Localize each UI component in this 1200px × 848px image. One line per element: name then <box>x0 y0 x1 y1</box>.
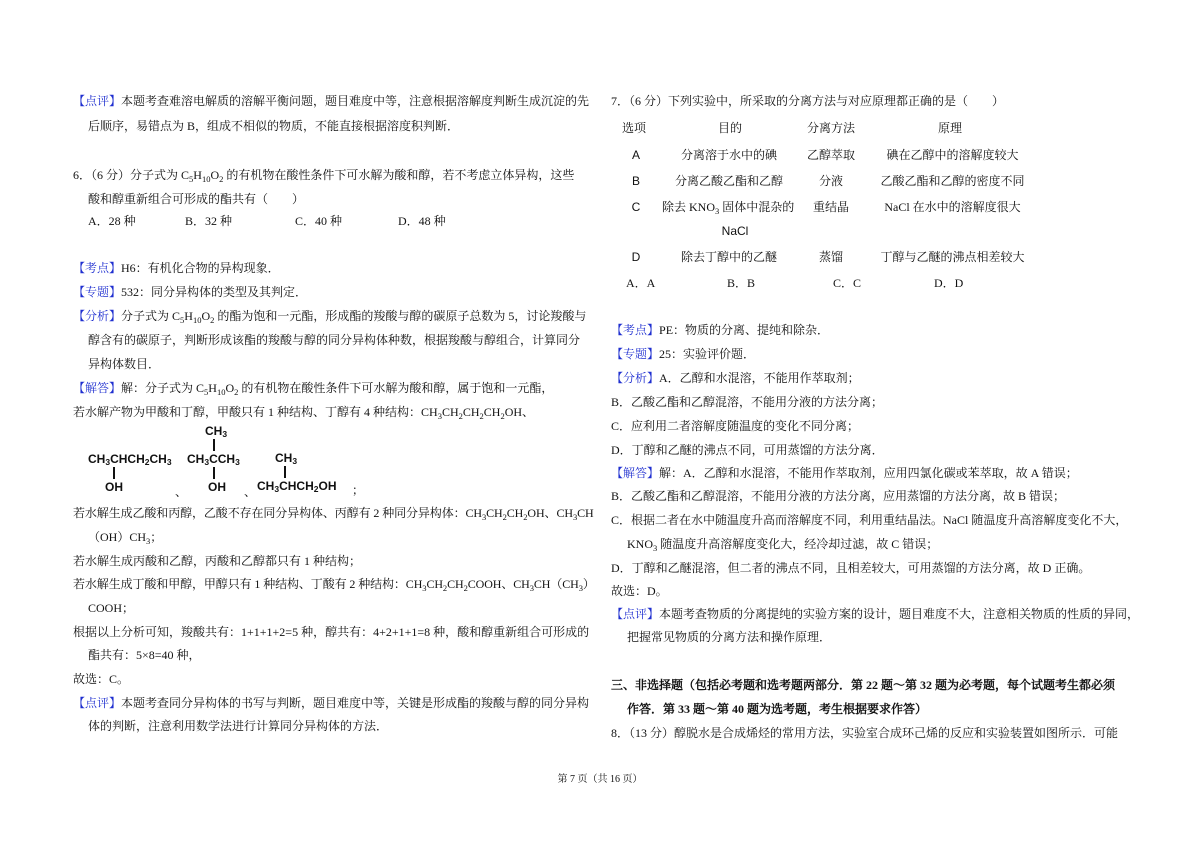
structure-2-top: $CH_3$ <box>205 424 228 439</box>
table-cell-principle: 丁醇与乙醚的沸点相差较大 <box>880 250 1025 264</box>
kaodian-text: H6：有机化合物的异构现象． <box>121 261 280 275</box>
fenxi-text: 异构体数目． <box>88 357 161 371</box>
subscript: 2 <box>234 387 239 397</box>
zhuanti-text: 532：同分异构体的类型及其判定． <box>121 285 308 299</box>
fenxi-text: C．应利用二者溶解度随温度的变化不同分离； <box>611 419 860 433</box>
subscript: 2 <box>144 457 150 467</box>
subscript: 3 <box>578 583 583 593</box>
option-d: D．D <box>934 276 964 290</box>
subscript: 3 <box>204 457 210 467</box>
option-a: A．28 种 <box>88 214 136 228</box>
question-6-stem: 酸和醇重新组合可形成的酯共有（ ） <box>88 192 305 206</box>
jieda-text: $KNO_3$ 随温度升高溶解度变化大，经冷却过滤，故 C 错误； <box>627 537 939 553</box>
subscript: 10 <box>201 174 211 184</box>
jieda-tag: 【解答】 <box>611 466 660 480</box>
kaodian <box>611 321 829 339</box>
jieda <box>611 464 1078 482</box>
subscript: 5 <box>180 315 185 325</box>
subscript: 3 <box>166 457 172 467</box>
table-cell-method: 蒸馏 <box>818 250 843 264</box>
jieda-text: $(OH)CH_3$； <box>88 530 163 546</box>
review-tag: 【点评】 <box>73 696 122 710</box>
jieda-text: 若水解生成丁酸和甲醇，甲醇只有 1 种结构、丁酸有 2 种结构：$CH_3CH_2CH_2COOH$、$CH_3CH(CH_3)$ <box>73 577 595 593</box>
subscript: 2 <box>458 411 463 421</box>
fenxi-text: 分子式为 $C_5H_{10}O_2$ 的酯为饱和一元酯，形成酯的羧酸与醇的碳原子总数为 5，讨论羧酸与 <box>121 309 587 325</box>
kaodian-text: PE：物质的分离、提纯和除杂． <box>659 323 830 337</box>
table-cell-option: B <box>631 174 640 188</box>
table-cell-purpose: 除去 $KNO_3$ 固体中混杂的 <box>662 200 795 216</box>
review-text: 把握常见物质的分离方法和操作原理． <box>627 630 832 644</box>
structure-2-main: $CH_3CCH_3$ <box>187 452 240 467</box>
subscript: 2 <box>442 583 448 593</box>
subscript: 5 <box>204 387 209 397</box>
jieda-text: 若水解产物为甲酸和丁醇，甲酸只有 1 种结构、丁醇有 4 种结构：$CH_3CH_2CH_2CH_2OH$、 <box>73 405 535 421</box>
fenxi-tag: 【分析】 <box>611 371 660 385</box>
subscript: 3 <box>222 429 228 439</box>
table-cell-option: D <box>631 250 641 264</box>
jieda-text: B．乙酸乙酯和乙醇混溶，不能用分液的方法分离，应用蒸馏的方法分离，故 B 错误； <box>611 489 1066 503</box>
jieda <box>73 379 553 397</box>
table-cell-purpose-cont: NaCl <box>721 224 749 238</box>
kaodian-tag: 【考点】 <box>73 261 122 275</box>
zhuanti-tag: 【专题】 <box>611 347 660 361</box>
subscript: 3 <box>105 457 111 467</box>
jieda-text: C．根据二者在水中随温度升高而溶解度不同，利用重结晶法。NaCl 随温度升高溶解度变化不大， <box>611 513 1128 527</box>
review-q6 <box>73 694 589 712</box>
table-header: 选项 <box>621 121 646 135</box>
jieda-text: D．丁醇和乙醚混溶，但二者的沸点不同，且相差较大，可用蒸馏的方法分离，故 D 正确。 <box>611 561 1091 575</box>
review-tag: 【点评】 <box>73 94 122 108</box>
jieda-text: 若水解生成乙酸和丙醇，乙酸不存在同分异构体、丙醇有 2 种同分异构体：$CH_3CH_2CH_2OH$、$CH_3CH$ <box>73 506 594 522</box>
subscript: 2 <box>463 583 468 593</box>
kaodian-tag: 【考点】 <box>611 323 660 337</box>
zhuanti-tag: 【专题】 <box>73 285 122 299</box>
review-text: 后顺序，易错点为 B，组成不相似的物质，不能直接根据溶度积判断． <box>88 119 460 133</box>
table-cell-purpose: 分离乙酸乙酯和乙醇 <box>674 174 783 188</box>
subscript: 2 <box>523 512 528 522</box>
answer: 故选：C。 <box>73 672 130 686</box>
subscript: 2 <box>479 411 484 421</box>
separator: ； <box>352 483 365 497</box>
separator: 、 <box>244 485 257 499</box>
subscript: 3 <box>572 512 578 522</box>
option-c: C．C <box>833 276 862 290</box>
subscript: 5 <box>189 174 194 184</box>
subscript: 3 <box>715 206 720 216</box>
bond-line <box>284 466 286 478</box>
fenxi-text: 醇含有的碳原子，判断形成该酯的羧酸与醇的同分异构体种数，根据羧酸与醇组合，计算同分 <box>88 333 581 347</box>
review-q5 <box>73 92 589 110</box>
fenxi-text: A．乙醇和水混溶，不能用作萃取剂； <box>659 371 860 385</box>
bond-line <box>113 467 115 479</box>
question-6-stem: 6．（6 分）分子式为 $C_5H_{10}O_2$ 的有机物在酸性条件下可水解为酸和醇，若不考虑立体异构，这些 <box>73 168 575 184</box>
subscript: 2 <box>210 315 215 325</box>
fenxi-text: B．乙酸乙酯和乙醇混溶，不能用分液的方法分离； <box>611 395 884 409</box>
jieda-tag: 【解答】 <box>73 381 122 395</box>
subscript: 10 <box>192 315 202 325</box>
table-header: 原理 <box>937 121 962 135</box>
review-text: 体的判断，注意利用数学法进行计算同分异构体的方法． <box>88 719 389 733</box>
kaodian <box>73 259 280 277</box>
table-cell-purpose: 分离溶于水中的碘 <box>680 148 777 162</box>
subscript: 3 <box>235 457 240 467</box>
table-cell-option: A <box>631 148 640 162</box>
subscript: 2 <box>313 484 319 494</box>
structure-1-main: $CH_3CHCH_2CH_3$ <box>88 452 172 467</box>
fenxi-tag: 【分析】 <box>73 309 122 323</box>
table-cell-method: 重结晶 <box>812 200 849 214</box>
review <box>611 605 1139 623</box>
subscript: 3 <box>481 512 487 522</box>
table-cell-method: 分液 <box>818 174 843 188</box>
subscript: 3 <box>437 411 442 421</box>
fenxi <box>611 369 860 387</box>
structure-3-top: $CH_3$ <box>275 451 298 466</box>
option-c: C．40 种 <box>295 214 343 228</box>
question-7-stem: 7．（6 分）下列实验中，所采取的分离方法与对应原理都正确的是（ ） <box>611 94 1005 108</box>
fenxi <box>73 307 586 325</box>
zhuanti <box>611 345 755 363</box>
section-3-heading: 三、非选择题（包括必考题和选考题两部分．第 22 题～第 32 题为必考题，每个试题考生都必须 <box>611 678 1116 692</box>
option-a: A．A <box>626 276 656 290</box>
fenxi-text: D．丁醇和乙醚的沸点不同，可用蒸馏的方法分离． <box>611 443 884 457</box>
separator: 、 <box>175 485 188 499</box>
table-cell-principle: NaCl 在水中的溶解度很大 <box>884 200 1021 214</box>
option-b: B．32 种 <box>185 214 233 228</box>
table-header: 目的 <box>717 121 742 135</box>
review-text: 本题考查同分异构体的书写与判断，题目难度中等，关键是形成酯的羧酸与醇的同分异构 <box>121 696 590 710</box>
answer: 故选：D。 <box>611 584 668 598</box>
bond-line <box>213 467 215 479</box>
table-cell-principle: 乙酸乙酯和乙醇的密度不同 <box>880 174 1025 188</box>
question-8-stem: 8．（13 分）醇脱水是合成烯烃的常用方法，实验室合成环己烯的反应和实验装置如图所示．可能 <box>611 726 1119 740</box>
jieda-text: 解：A．乙醇和水混溶，不能用作萃取剂，应用四氯化碳或苯萃取，故 A 错误； <box>659 466 1078 480</box>
bond-line <box>213 439 215 451</box>
jieda-text: 解：分子式为 $C_5H_{10}O_2$ 的有机物在酸性条件下可水解为酸和醇，属于饱和一元酯， <box>121 381 554 397</box>
subscript: 3 <box>529 583 534 593</box>
review-text: 本题考查物质的分离提纯的实验方案的设计，题目难度不大，注意相关物质的性质的异同， <box>659 607 1140 621</box>
structure-2-oh: OH <box>208 480 226 494</box>
jieda-text: COOH； <box>88 601 135 615</box>
table-header: 分离方法 <box>806 121 855 135</box>
page-footer: 第 7 页（共 16 页） <box>557 774 643 785</box>
subscript: 3 <box>422 583 427 593</box>
zhuanti <box>73 283 307 301</box>
review-text: 本题考查难溶电解质的溶解平衡问题，题目难度中等，注意根据溶解度判断生成沉淀的先 <box>121 94 590 108</box>
structure-1-oh: OH <box>105 480 123 494</box>
subscript: 3 <box>146 536 151 546</box>
section-3-heading: 作答．第 33 题～第 40 题为选考题，考生根据要求作答） <box>627 702 928 716</box>
option-d: D．48 种 <box>398 214 446 228</box>
subscript: 3 <box>274 484 280 494</box>
jieda-text: 根据以上分析可知，羧酸共有：1+1+1+2=5 种，醇共有：4+2+1+1=8 种，酸和醇重新组合可形成的 <box>73 625 590 639</box>
subscript: 2 <box>500 411 505 421</box>
table-cell-principle: 碘在乙醇中的溶解度较大 <box>886 148 1019 162</box>
subscript: 3 <box>292 456 298 466</box>
jieda-text: 若水解生成丙酸和乙醇，丙酸和乙醇都只有 1 种结构； <box>73 554 362 568</box>
review-tag: 【点评】 <box>611 607 660 621</box>
zhuanti-text: 25：实验评价题． <box>659 347 756 361</box>
option-b: B．B <box>727 276 756 290</box>
subscript: 3 <box>653 543 658 553</box>
table-cell-method: 乙醇萃取 <box>806 148 855 162</box>
subscript: 2 <box>219 174 224 184</box>
jieda-text: 酯共有：5×8=40 种， <box>88 648 201 662</box>
table-cell-option: C <box>631 200 641 214</box>
subscript: 2 <box>502 512 507 522</box>
table-cell-purpose: 除去丁醇中的乙醚 <box>680 250 777 264</box>
subscript: 10 <box>216 387 226 397</box>
structure-3-main: $CH_3CHCH_2OH$ <box>257 479 337 494</box>
